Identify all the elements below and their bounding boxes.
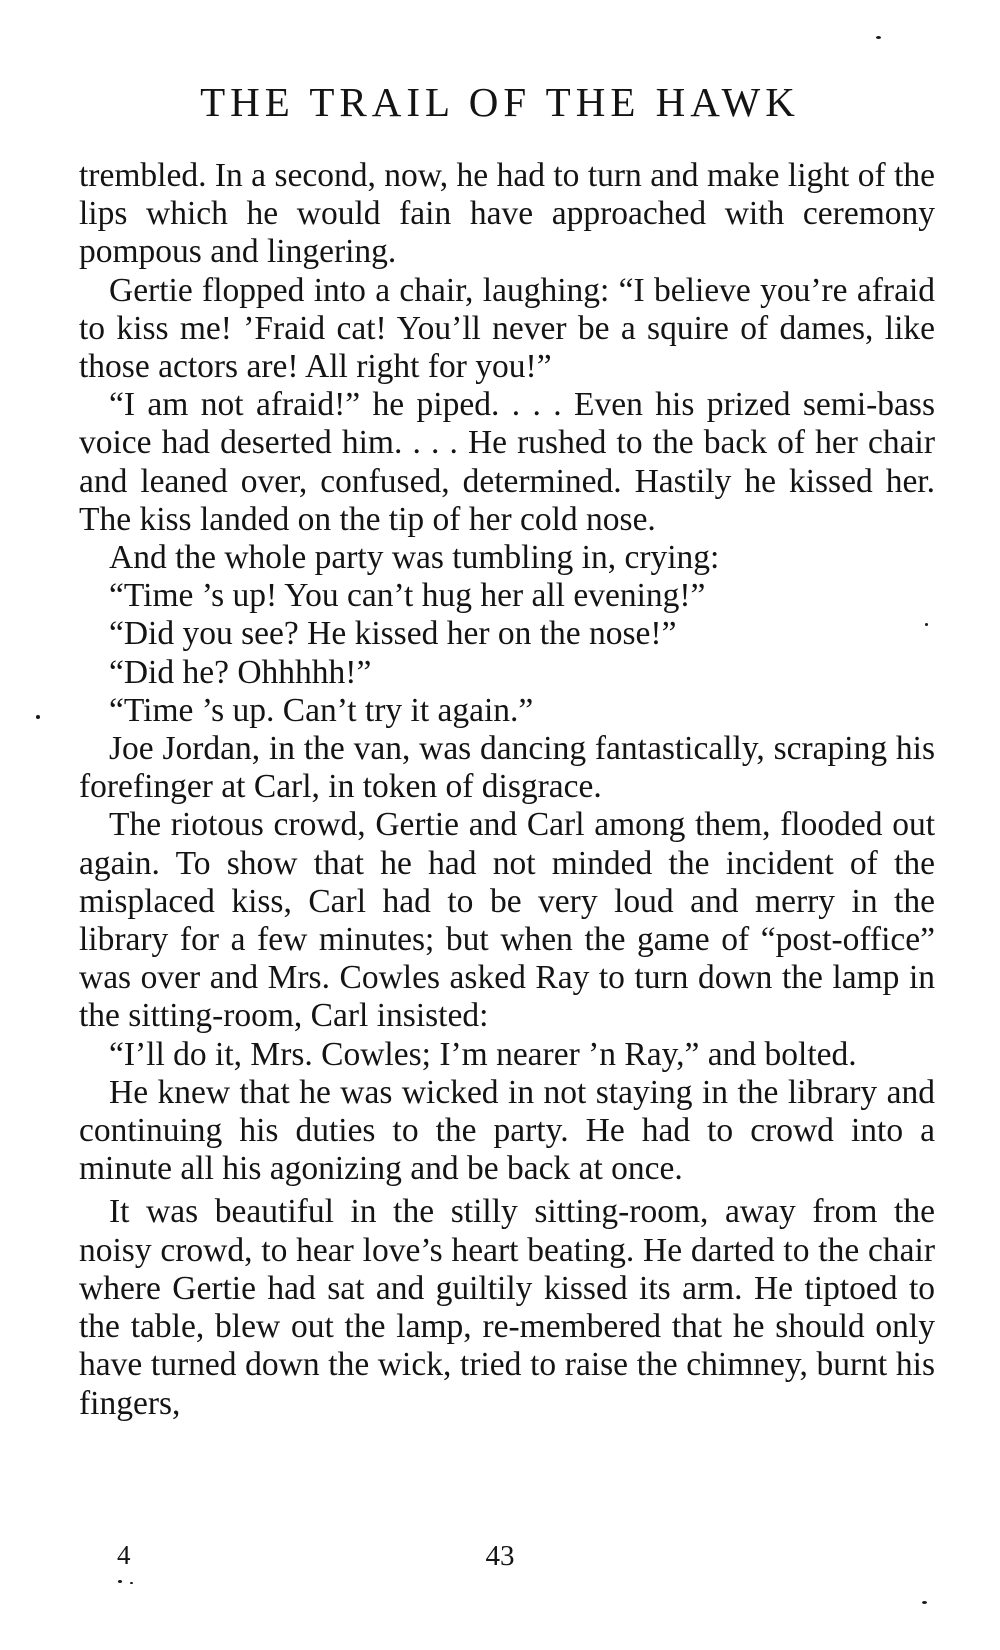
paragraph: “I’ll do it, Mrs. Cowles; I’m nearer ’n Ray,” and bolted.: [109, 1035, 857, 1073]
paragraph: Joe Jordan, in the van, was dancing fantastically, scraping his forefinger at Carl, in token of disgrace.: [79, 730, 935, 806]
paragraph: It was beautiful in the stilly sitting-room, away from the noisy crowd, to hear love’s heart beating. He darted to the chair where Gertie had sat and guiltily kissed its arm. He tiptoed to the table, blew out the lamp, re-membered that he should only have turned down the wick, tried to raise the chimney, burnt his fingers,: [79, 1193, 935, 1422]
ink-speck: [118, 1580, 122, 1583]
paragraph: “Time ’s up! You can’t hug her all evening!”: [109, 577, 706, 615]
ink-speck: [36, 715, 40, 719]
paragraph: “I am not afraid!” he piped. . . . Even his prized semi-bass voice had deserted him. . . . He rushed to the back of her chair and leaned over, confused, determined. Hastily he kissed her. The kiss landed on the tip of her cold nose.: [79, 386, 935, 538]
signature-mark: 4: [117, 1540, 131, 1570]
paragraph: “Did you see? He kissed her on the nose!”: [109, 615, 677, 653]
paragraph: “Time ’s up. Can’t try it again.”: [109, 691, 534, 729]
body-text: [79, 157, 935, 1423]
paragraph: He knew that he was wicked in not staying in the library and continuing his duties to the party. He had to crowd into a minute all his agonizing and be back at once.: [79, 1073, 935, 1188]
ink-speck: [922, 1601, 927, 1604]
ink-speck: [876, 36, 881, 39]
running-head: THE TRAIL OF THE HAWK: [200, 79, 800, 125]
page-number: 43: [485, 1540, 515, 1572]
ink-speck: [925, 623, 928, 626]
ink-speck: [130, 1582, 133, 1584]
paragraph: trembled. In a second, now, he had to turn and make light of the lips which he would fain have approached with ceremony pompous and lingering.: [79, 157, 935, 271]
paragraph: Gertie flopped into a chair, laughing: “I believe you’re afraid to kiss me! ’Fraid cat! You’ll never be a squire of dames, like those actors are! All right for you!”: [79, 271, 935, 386]
paragraph: “Did he? Ohhhhh!”: [109, 653, 372, 691]
paragraph: And the whole party was tumbling in, crying:: [109, 539, 720, 577]
paragraph: The riotous crowd, Gertie and Carl among them, flooded out again. To show that he had not minded the incident of the misplaced kiss, Carl had to be very loud and merry in the library for a few minutes; but when the game of “post-office” was over and Mrs. Cowles asked Ray to turn down the lamp in the sitting-room, Carl insisted:: [79, 806, 935, 1035]
